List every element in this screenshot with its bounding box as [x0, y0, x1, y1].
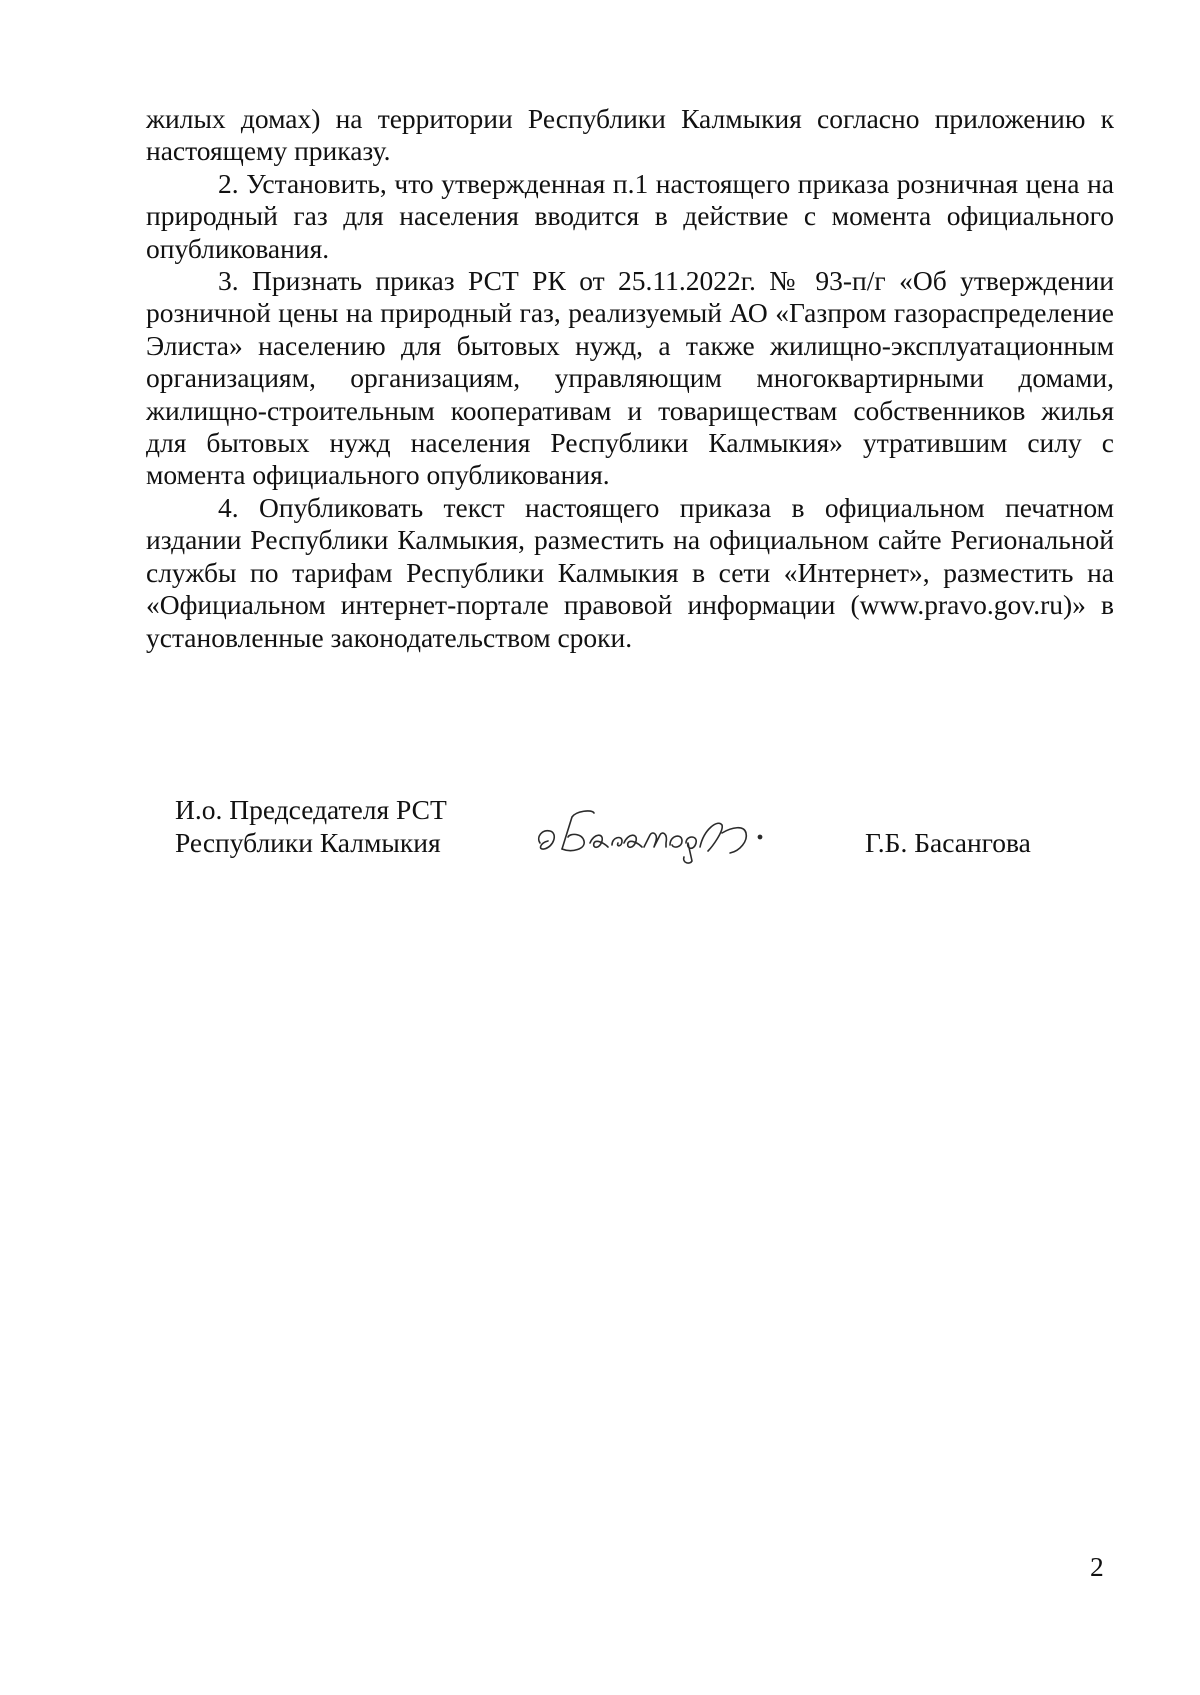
paragraph-item-3: 3. Признать приказ РСТ РК от 25.11.2022г. № 93-п/г «Об утверждении розничной цены на природный газ, реализуемый АО «Газпром газораспределение Элиста» населению для бытовых нужд, а также жилищно-эксплуатационным организациям, организациям, управляющим многоквартирными домами, жилищно-строительным кооперативам и товариществам собственников жилья для бытовых нужд населения Республики Калмыкия» утратившим силу с момента официального опубликования.: [146, 265, 1114, 491]
page-number: 2: [1090, 1551, 1104, 1582]
paragraph-continuation: жилых домах) на территории Республики Калмыкия согласно приложению к настоящему приказу.: [146, 103, 1114, 167]
signatory-position-line-2: Республики Калмыкия: [175, 827, 441, 858]
signatory-position-line-1: И.о. Председателя РСТ: [175, 794, 447, 825]
paragraph-item-2: 2. Установить, что утвержденная п.1 настоящего приказа розничная цена на природный газ для населения вводится в действие с момента официального опубликования.: [146, 167, 1114, 264]
handwritten-signature: [532, 803, 822, 865]
paragraph-item-4: 4. Опубликовать текст настоящего приказа в официальном печатном издании Республики Калмыкия, разместить на официальном сайте Региональной службы по тарифам Республики Калмыкия в сети «Интернет», разместить на «Официальном интернет-портале правовой информации (www.pravo.gov.ru)» в установленные законодательством сроки.: [146, 491, 1114, 653]
signature-block: [175, 793, 1075, 873]
signatory-position: [175, 793, 535, 859]
document-body: [146, 103, 1114, 654]
signatory-name: Г.Б. Басангова: [865, 827, 1031, 858]
